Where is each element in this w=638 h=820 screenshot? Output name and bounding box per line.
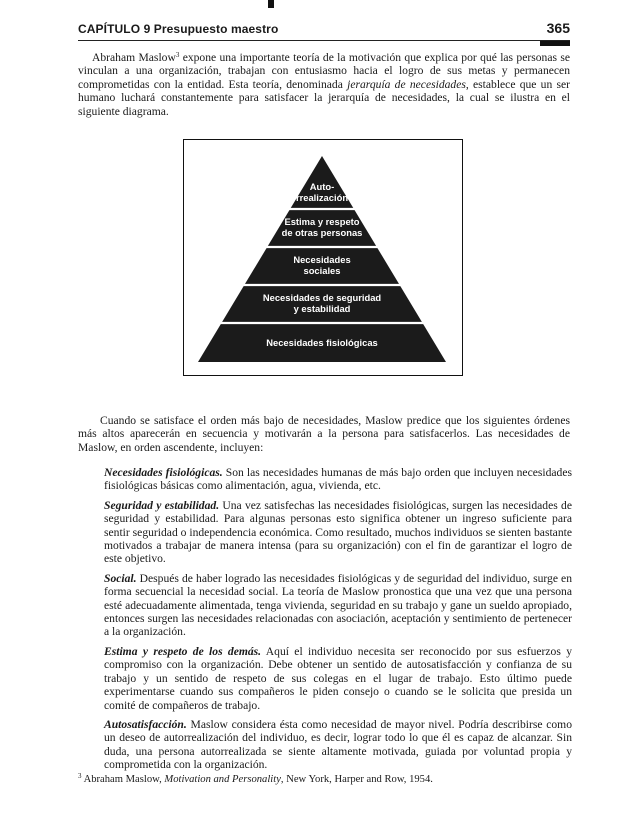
need-text: Son las necesidades humanas de más bajo orden que incluyen necesidades fisiológicas básicas como alimentación, agua, vivienda, etc. — [104, 466, 572, 493]
need-term: Estima y respeto de los demás. — [104, 644, 262, 658]
need-term: Autosatisfacción. — [104, 717, 187, 731]
need-item-social — [104, 572, 572, 639]
footnote-number: 3 — [78, 772, 82, 780]
footnote-publisher: , New York, Harper and Row, 1954. — [280, 774, 433, 785]
running-header — [78, 18, 570, 40]
maslow-pyramid-figure — [183, 139, 463, 376]
body-paragraph: Cuando se satisface el orden más bajo de necesidades, Maslow predice que los siguientes órdenes más altos aparecerán en secuencia y motivarán a la persona para satisfacerlos. Las necesidades de Maslow, en orden ascendente, incluyen: — [78, 414, 570, 454]
footnote-author: Abraham Maslow, — [81, 774, 165, 785]
page-number: 365 — [546, 20, 570, 36]
intro-author: Abraham Maslow — [92, 51, 176, 64]
need-item-esteem — [104, 645, 572, 712]
scan-mark — [268, 0, 274, 8]
level-5-line-1: Auto- — [309, 181, 335, 192]
footnote-ref: 3 — [175, 51, 180, 59]
level-5-line-2: rrealización — [295, 192, 349, 203]
needs-list — [104, 466, 572, 778]
level-2-line-2: y estabilidad — [293, 303, 351, 314]
level-1-line-1: Necesidades fisiológicas — [266, 337, 378, 348]
footnote — [78, 773, 570, 786]
header-rule — [78, 40, 570, 41]
maslow-pyramid — [184, 140, 461, 374]
level-3-line-2: sociales — [303, 265, 341, 276]
intro-emphasis: jerarquía de necesidades — [347, 77, 466, 91]
level-3-line-1: Necesidades — [293, 254, 351, 265]
footnote-title: Motivation and Personality — [164, 774, 281, 785]
chapter-title: CAPÍTULO 9 Presupuesto maestro — [78, 22, 279, 36]
level-4-line-1: Estima y respeto — [284, 216, 360, 227]
need-text: Aquí el individuo necesita ser reconocido por sus esfuerzos y compromiso con la organización. Debe obtener un sentido de autosatisfacción y confianza de su trabajo y un sentido de respeto de sus colegas en el lugar de trabajo. Esto último puede experimentarse cuando sus compañeros le piden consejo o cuando se le solicita que presida un comité de compañeros de trabajo. — [104, 644, 572, 712]
need-item-safety — [104, 499, 572, 566]
level-2-line-1: Necesidades de seguridad — [262, 292, 382, 303]
need-item-self-actualization — [104, 718, 572, 772]
need-text: Después de haber logrado las necesidades fisiológicas y de seguridad del individuo, surge en forma secuencial la necesidad social. La teoría de Maslow pronostica que una vez que una persona esté adecuadamente alimentada, tenga vivienda, seguridad en su trabajo y gane un sueldo apropiado, entonces surgen las necesidades relacionadas con asociación, aceptación y sentimiento de pertenecer a la organización. — [104, 571, 572, 639]
need-term: Seguridad y estabilidad. — [104, 498, 220, 512]
intro-text-2: , establece que un ser humano luchará constantemente para satisfacer la jerarquía de necesidades, la cual se ilustra en el siguiente diagrama. — [78, 77, 571, 118]
intro-paragraph — [78, 51, 570, 118]
need-item-physiological — [104, 466, 572, 493]
need-term: Social. — [104, 571, 137, 585]
intro-text-1: expone una importante teoría de la motivación que explica por qué las personas se vinculan a una organización, trabajan con entusiasmo hacia el logro de sus metas y permanecen comprometidas con la entidad. Esta teoría, denominada — [78, 51, 570, 91]
level-4-line-2: de otras personas — [281, 227, 363, 238]
need-text: Maslow considera ésta como necesidad de mayor nivel. Podría describirse como un deseo de autorrealización del individuo, es decir, lograr todo lo que él es capaz de alcanzar. Sin duda, una persona autorrealizada se siente altamente motivada, guiada por voluntad propia y comprometida con la organización. — [104, 717, 572, 772]
need-term: Necesidades fisiológicas. — [104, 466, 223, 479]
need-text: Una vez satisfechas las necesidades fisiológicas, surgen las necesidades de seguridad y estabilidad. Para algunas personas esto significa obtener un ingreso suficiente para sentir seguridad o independencia económica. Como resultado, muchos individuos se sienten bastante motivados a trabajar de manera intensa (para su organización) con el fin de garantizar el logro de este objetivo. — [104, 498, 572, 566]
header-rule-block — [540, 41, 570, 46]
